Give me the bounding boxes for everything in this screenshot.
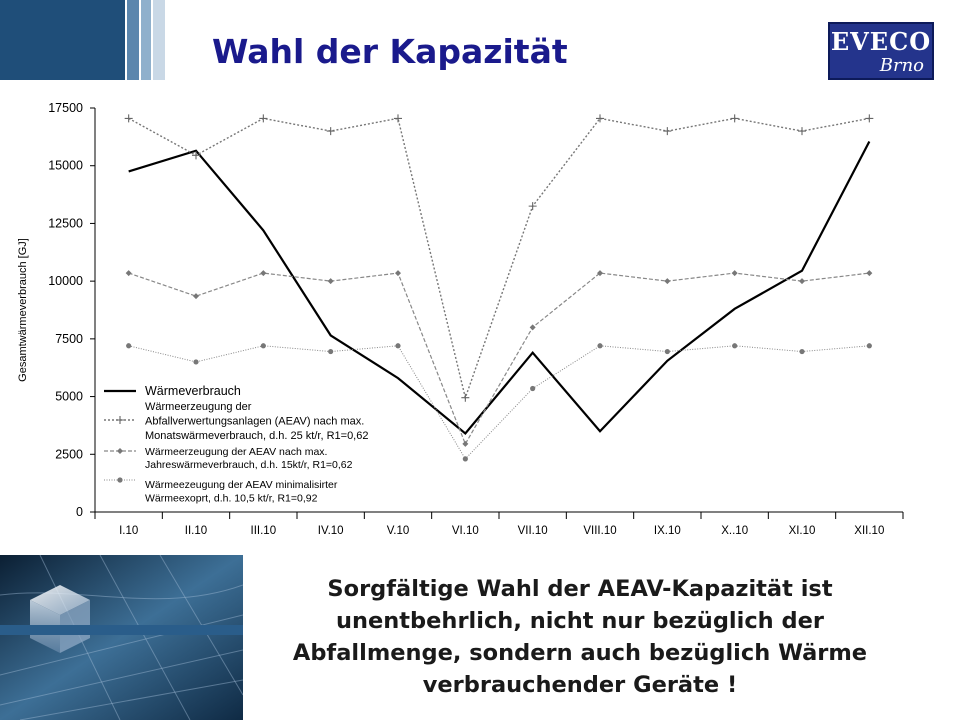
data-point-marker (328, 349, 333, 354)
data-point-marker (865, 114, 873, 122)
glass-cube-decoration (0, 555, 243, 720)
data-point-marker (596, 114, 604, 122)
y-tick-label: 2500 (55, 447, 83, 462)
data-point-marker (462, 441, 468, 447)
data-point-marker (117, 477, 122, 482)
x-tick-label: XII.10 (854, 525, 885, 537)
y-tick-label: 7500 (55, 331, 83, 346)
message-line: Sorgfältige Wahl der AEAV-Kapazität ist (327, 576, 833, 602)
x-tick-label: V.10 (386, 525, 410, 537)
data-point-marker (395, 270, 401, 276)
x-tick-label: XI.10 (788, 525, 816, 537)
legend-label: Wärmeerzeugung der (145, 401, 252, 413)
data-point-marker (732, 270, 738, 276)
data-point-marker (193, 293, 199, 299)
data-point-marker (597, 343, 602, 348)
logo-text-main: EVECO (830, 27, 932, 56)
data-point-marker (799, 278, 805, 284)
accent-stripe (0, 625, 243, 635)
x-tick-label: VI.10 (451, 525, 479, 537)
data-point-marker (117, 448, 123, 454)
data-point-marker (664, 278, 670, 284)
series-line-2 (129, 118, 870, 397)
legend-label: Wärmeezeugung der AEAV minimalisirter (145, 479, 338, 491)
data-point-marker (867, 343, 872, 348)
x-tick-label: IX.10 (653, 525, 681, 537)
data-point-marker (260, 270, 266, 276)
key-message (260, 573, 900, 701)
data-point-marker (394, 114, 402, 122)
slide-title: Wahl der Kapazität (212, 32, 568, 71)
data-point-marker (732, 343, 737, 348)
y-tick-label: 10000 (48, 274, 83, 289)
corner-bar-dark (0, 0, 125, 80)
y-tick-label: 0 (76, 505, 83, 519)
y-tick-label: 15000 (48, 158, 83, 173)
x-tick-label: III.10 (250, 525, 277, 537)
data-point-marker (530, 386, 535, 391)
data-point-marker (463, 456, 468, 461)
legend-label: Jahreswärmeverbrauch, d.h. 15kt/r, R1=0,62 (145, 459, 353, 471)
x-tick-label: VIII.10 (583, 525, 617, 537)
data-point-marker (259, 114, 267, 122)
data-point-marker (327, 127, 335, 135)
y-tick-label: 17500 (48, 101, 83, 115)
corner-bar-pale (153, 0, 165, 80)
data-point-marker (663, 127, 671, 135)
y-axis-label: Gesamtwärmeverbrauch [GJ] (17, 238, 29, 382)
data-point-marker (193, 359, 198, 364)
data-point-marker (798, 127, 806, 135)
data-point-marker (665, 349, 670, 354)
data-point-marker (126, 270, 132, 276)
data-point-marker (731, 114, 739, 122)
y-tick-label: 5000 (55, 389, 83, 404)
legend-label: Monatswärmeverbrauch, d.h. 25 kt/r, R1=0,62 (145, 430, 369, 442)
logo-text-sub: Brno (879, 55, 924, 76)
eveco-logo (828, 22, 934, 80)
legend-label: Wärmeerzeugung der AEAV nach max. (145, 446, 328, 458)
data-point-marker (125, 114, 133, 122)
corner-bar-light (141, 0, 151, 80)
legend-label: Wärmeverbrauch (145, 384, 241, 398)
message-line: verbrauchender Geräte ! (422, 672, 738, 698)
data-point-marker (328, 278, 334, 284)
data-point-marker (530, 324, 536, 330)
x-tick-label: I.10 (119, 525, 139, 537)
y-tick-label: 12500 (48, 216, 83, 231)
x-tick-label: VII.10 (517, 525, 548, 537)
legend-label: Wärmeexoprt, d.h. 10,5 kt/r, R1=0,92 (145, 492, 318, 505)
legend-label: Abfallverwertungsanlagen (AEAV) nach max. (145, 415, 365, 428)
message-line: Abfallmenge, sondern auch bezüglich Wärme (292, 640, 868, 666)
data-point-marker (799, 349, 804, 354)
data-point-marker (126, 343, 131, 348)
data-point-marker (395, 343, 400, 348)
data-point-marker (261, 343, 266, 348)
data-point-marker (461, 394, 469, 402)
x-tick-label: IV.10 (317, 525, 344, 537)
heat-consumption-chart (0, 88, 960, 548)
corner-bar-mid (127, 0, 139, 80)
data-point-marker (116, 416, 124, 424)
data-point-marker (866, 270, 872, 276)
x-tick-label: X..10 (721, 525, 749, 537)
message-line: unentbehrlich, nicht nur bezüglich der (335, 608, 824, 634)
x-tick-label: II.10 (184, 525, 208, 537)
